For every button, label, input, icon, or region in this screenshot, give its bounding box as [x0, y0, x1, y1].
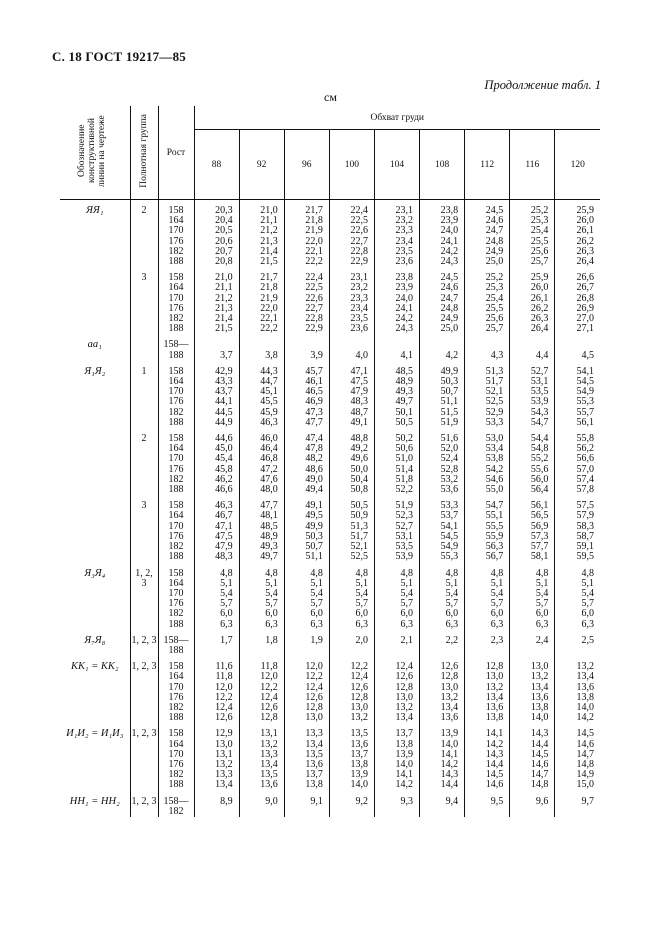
value-cell: 25,2 25,3 25,4 25,5 25,6 25,7	[510, 200, 555, 268]
value-cell: 51,9 52,3 52,7 53,1 53,5 53,9	[374, 495, 419, 562]
continuation-label: Продолжение табл. 1	[484, 78, 601, 92]
value-cell: 53,3 53,7 54,1 54,5 54,9 55,3	[420, 495, 465, 562]
value-cell: 48,8 49,2 49,6 50,0 50,4 50,8	[329, 428, 374, 495]
value-cell: 47,1 47,5 47,9 48,3 48,7 49,1	[329, 361, 374, 428]
designation-cell	[60, 428, 130, 495]
value-cell: 50,2 50,6 51,0 51,4 51,8 52,2	[374, 428, 419, 495]
value-cell: 4,8 5,1 5,4 5,7 6,0 6,3	[239, 563, 284, 630]
value-cell: 22,4 22,5 22,6 22,7 22,8 22,9	[329, 200, 374, 268]
value-cell: 25,2 25,3 25,4 25,5 25,6 25,7	[465, 267, 510, 334]
value-cell: 12,8 13,0 13,2 13,4 13,6 13,8	[465, 656, 510, 723]
value-cell: 2,3	[465, 630, 510, 656]
value-cell: 13,7 13,8 13,9 14,0 14,1 14,2	[374, 723, 419, 790]
value-cell: 51,6 52,0 52,4 52,8 53,2 53,6	[420, 428, 465, 495]
designation-cell: Я₇Я₈	[60, 630, 130, 656]
value-cell: 4,5	[581, 349, 594, 361]
value-cell: 12,6 12,8 13,0 13,2 13,4 13,6	[420, 656, 465, 723]
value-cell: 13,3 13,4 13,5 13,6 13,7 13,8	[284, 723, 329, 790]
value-cell: 21,0 21,1 21,2 21,3 21,4 21,5	[194, 267, 239, 334]
value-cell: 56,1 56,5 56,9 57,3 57,7 58,1	[510, 495, 555, 562]
value-cell: 21,7 21,8 21,9 22,0 22,1 22,2	[239, 267, 284, 334]
table-row	[60, 563, 600, 630]
value-cell: 4,2	[420, 334, 465, 360]
designation-cell: аа₁	[60, 334, 130, 360]
table-row	[60, 267, 600, 334]
table-row	[60, 791, 600, 817]
value-cell: 4,8 5,1 5,4 5,7 6,0 6,3	[374, 563, 419, 630]
designation-cell	[60, 267, 130, 334]
chest-girth-header: Обхват груди	[194, 106, 600, 130]
value-cell: 44,3 44,7 45,1 45,5 45,9 46,3	[239, 361, 284, 428]
completeness-group-cell: 1, 2, 3	[130, 791, 158, 817]
table-row	[60, 656, 600, 723]
value-cell: 54,1 54,5 54,9 55,3 55,7 56,1	[576, 365, 594, 428]
value-cell: 3,7	[194, 334, 239, 360]
girth-header: 96	[284, 130, 329, 200]
value-cell: 4,1	[374, 334, 419, 360]
table-row	[60, 361, 600, 428]
value-cell: 23,8 23,9 24,0 24,1 24,2 24,3	[420, 200, 465, 268]
value-cell: 25,9 26,0 26,1 26,2 26,3 26,4	[510, 267, 555, 334]
height-cell: 158 164 170 176 182 188	[158, 563, 194, 630]
value-cell: 44,6 45,0 45,4 45,8 46,2 46,6	[194, 428, 239, 495]
value-cell: 4,8 5,1 5,4 5,7 6,0 6,3	[194, 563, 239, 630]
value-cell: 12,0 12,2 12,4 12,6 12,8 13,0	[284, 656, 329, 723]
value-cell: 13,2 13,4 13,6 13,8 14,0 14,2	[576, 661, 594, 724]
value-cell: 2,5	[581, 634, 594, 646]
girth-header: 116	[510, 130, 555, 200]
value-cell: 4,4	[510, 334, 555, 360]
table-row	[60, 200, 600, 268]
table-row	[60, 428, 600, 495]
value-cell: 24,5 24,6 24,7 24,8 24,9 25,0	[420, 267, 465, 334]
value-cell: 14,1 14,2 14,3 14,4 14,5 14,6	[465, 723, 510, 790]
value-cell: 23,8 23,9 24,0 24,1 24,2 24,3	[374, 267, 419, 334]
height-cell: 158 164 170 176 182 188	[158, 267, 194, 334]
value-cell: 12,9 13,0 13,1 13,2 13,3 13,4	[194, 723, 239, 790]
completeness-group-cell: 2	[130, 200, 158, 268]
value-cell: 9,4	[420, 791, 465, 817]
value-cell: 45,7 46,1 46,5 46,9 47,3 47,7	[284, 361, 329, 428]
designation-cell: НН₁ = НН₂	[60, 791, 130, 817]
value-cell: 9,6	[510, 791, 555, 817]
value-cell: 1,8	[239, 630, 284, 656]
value-cell: 4,8 5,1 5,4 5,7 6,0 6,3	[329, 563, 374, 630]
value-cell: 14,3 14,4 14,5 14,6 14,7 14,8	[510, 723, 555, 790]
value-cell: 13,0 13,2 13,4 13,6 13,8 14,0	[510, 656, 555, 723]
value-cell: 21,7 21,8 21,9 22,0 22,1 22,2	[284, 200, 329, 268]
value-cell: 1,7	[194, 630, 239, 656]
value-cell: 4,0	[329, 334, 374, 360]
height-cell: 158 164 170 176 182 188	[158, 723, 194, 790]
value-cell: 4,8 5,1 5,4 5,7 6,0 6,3	[284, 563, 329, 630]
height-cell: 158 164 170 176 182 188	[158, 656, 194, 723]
height-cell: 158 164 170 176 182 188	[158, 495, 194, 562]
value-cell: 2,2	[420, 630, 465, 656]
value-cell: 21,0 21,1 21,2 21,3 21,4 21,5	[239, 200, 284, 268]
value-cell: 51,3 51,7 52,1 52,5 52,9 53,3	[465, 361, 510, 428]
designation-cell	[60, 495, 130, 562]
value-cell: 47,7 48,1 48,5 48,9 49,3 49,7	[239, 495, 284, 562]
value-cell: 9,1	[284, 791, 329, 817]
completeness-group-header: Полнотная группа	[130, 106, 158, 200]
value-cell: 11,8 12,0 12,2 12,4 12,6 12,8	[239, 656, 284, 723]
value-cell: 24,5 24,6 24,7 24,8 24,9 25,0	[465, 200, 510, 268]
value-cell: 4,8 5,1 5,4 5,7 6,0 6,3	[420, 563, 465, 630]
height-cell: 158— 188	[158, 334, 194, 360]
height-cell: 158 164 170 176 182 188	[158, 428, 194, 495]
value-cell: 9,2	[329, 791, 374, 817]
table-row	[60, 334, 600, 360]
designation-cell: ЯЯ₁	[60, 200, 130, 268]
girth-header: 92	[239, 130, 284, 200]
value-cell: 25,9 26,0 26,1 26,2 26,3 26,4	[576, 205, 594, 268]
value-cell: 22,4 22,5 22,6 22,7 22,8 22,9	[284, 267, 329, 334]
value-cell: 13,9 14,0 14,1 14,2 14,3 14,4	[420, 723, 465, 790]
value-cell: 13,1 13,2 13,3 13,4 13,5 13,6	[239, 723, 284, 790]
height-cell: 158—188	[158, 630, 194, 656]
value-cell: 46,0 46,4 46,8 47,2 47,6 48,0	[239, 428, 284, 495]
value-cell: 4,3	[465, 334, 510, 360]
value-cell: 54,4 54,8 55,2 55,6 56,0 56,4	[510, 428, 555, 495]
value-cell: 1,9	[284, 630, 329, 656]
value-cell: 23,1 23,2 23,3 23,4 23,5 23,6	[329, 267, 374, 334]
girth-header: 100	[329, 130, 374, 200]
value-cell: 42,9 43,3 43,7 44,1 44,5 44,9	[194, 361, 239, 428]
completeness-group-cell: 1, 2, 3	[130, 656, 158, 723]
page-header: С. 18 ГОСТ 19217—85	[52, 49, 186, 64]
value-cell: 2,0	[329, 630, 374, 656]
value-cell: 46,3 46,7 47,1 47,5 47,9 48,3	[194, 495, 239, 562]
value-cell: 3,8	[239, 334, 284, 360]
value-cell: 11,6 11,8 12,0 12,2 12,4 12,6	[194, 656, 239, 723]
girth-header: 104	[374, 130, 419, 200]
height-header: Рост	[158, 106, 194, 200]
designation-header: Обозначение конструктивной линии на чертеже	[60, 106, 130, 200]
value-cell: 12,4 12,6 12,8 13,0 13,2 13,4	[374, 656, 419, 723]
value-cell: 49,9 50,3 50,7 51,1 51,5 51,9	[420, 361, 465, 428]
table-row	[60, 630, 600, 656]
value-cell: 14,5 14,6 14,7 14,8 14,9 15,0	[576, 728, 594, 791]
measurement-table	[60, 106, 600, 817]
value-cell: 4,8 5,1 5,4 5,7 6,0 6,3	[510, 563, 555, 630]
unit-label: см	[324, 90, 337, 104]
completeness-group-cell: 3	[130, 267, 158, 334]
girth-header: 120	[555, 130, 600, 200]
completeness-group-cell: 1, 2, 3	[130, 723, 158, 790]
value-cell: 9,7	[581, 795, 594, 807]
value-cell: 2,1	[374, 630, 419, 656]
table-row	[60, 723, 600, 790]
value-cell: 53,0 53,4 53,8 54,2 54,6 55,0	[465, 428, 510, 495]
value-cell: 9,5	[465, 791, 510, 817]
completeness-group-cell: 1, 2, 3	[130, 630, 158, 656]
value-cell: 2,4	[510, 630, 555, 656]
value-cell: 26,6 26,7 26,8 26,9 27,0 27,1	[576, 272, 594, 335]
completeness-group-cell: 1	[130, 361, 158, 428]
completeness-group-cell	[130, 334, 158, 360]
value-cell: 54,7 55,1 55,5 55,9 56,3 56,7	[465, 495, 510, 562]
height-cell: 158—182	[158, 791, 194, 817]
value-cell: 23,1 23,2 23,3 23,4 23,5 23,6	[374, 200, 419, 268]
value-cell: 50,5 50,9 51,3 51,7 52,1 52,5	[329, 495, 374, 562]
value-cell: 4,8 5,1 5,4 5,7 6,0 6,3	[581, 567, 594, 630]
value-cell: 12,2 12,4 12,6 12,8 13,0 13,2	[329, 656, 374, 723]
value-cell: 8,9	[194, 791, 239, 817]
value-cell: 20,3 20,4 20,5 20,6 20,7 20,8	[194, 200, 239, 268]
value-cell: 13,5 13,6 13,7 13,8 13,9 14,0	[329, 723, 374, 790]
value-cell: 49,1 49,5 49,9 50,3 50,7 51,1	[284, 495, 329, 562]
value-cell: 9,3	[374, 791, 419, 817]
completeness-group-cell: 3	[130, 495, 158, 562]
girth-header: 88	[194, 130, 239, 200]
designation-cell: КК₁ = КК₂	[60, 656, 130, 723]
height-cell: 158 164 170 176 182 188	[158, 200, 194, 268]
girth-header: 112	[465, 130, 510, 200]
value-cell: 3,9	[284, 334, 329, 360]
completeness-group-cell: 1, 2, 3	[130, 563, 158, 630]
designation-cell: Я₁Я₂	[60, 361, 130, 428]
value-cell: 57,5 57,9 58,3 58,7 59,1 59,5	[576, 500, 594, 563]
girth-header: 108	[420, 130, 465, 200]
table-row	[60, 495, 600, 562]
value-cell: 4,8 5,1 5,4 5,7 6,0 6,3	[465, 563, 510, 630]
value-cell: 47,4 47,8 48,2 48,6 49,0 49,4	[284, 428, 329, 495]
completeness-group-cell: 2	[130, 428, 158, 495]
value-cell: 52,7 53,1 53,5 53,9 54,3 54,7	[510, 361, 555, 428]
value-cell: 9,0	[239, 791, 284, 817]
designation-cell: И₁И₂ = И₁И₃	[60, 723, 130, 790]
value-cell: 55,8 56,2 56,6 57,0 57,4 57,8	[576, 433, 594, 496]
value-cell: 48,5 48,9 49,3 49,7 50,1 50,5	[374, 361, 419, 428]
height-cell: 158 164 170 176 182 188	[158, 361, 194, 428]
designation-cell: Я₃Я₄	[60, 563, 130, 630]
